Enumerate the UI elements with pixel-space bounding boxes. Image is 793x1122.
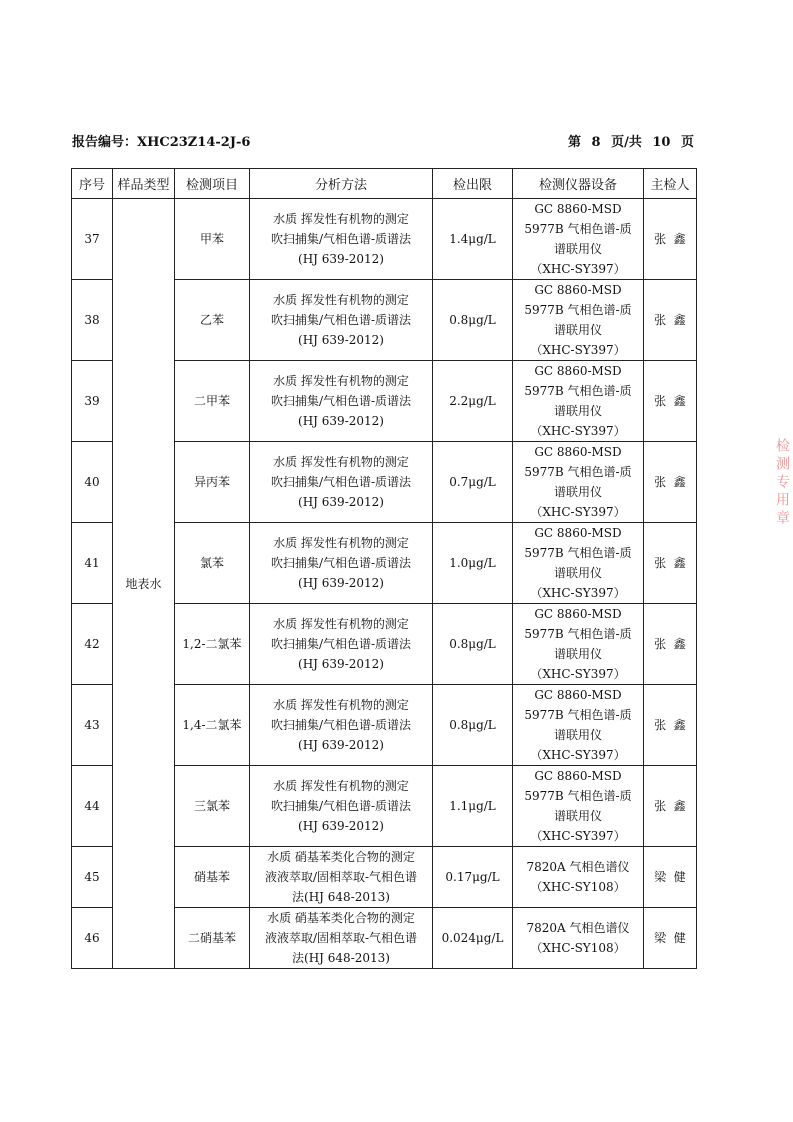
row-item: 甲苯 bbox=[175, 199, 250, 280]
row-item: 二甲苯 bbox=[175, 361, 250, 442]
row-inspector: 张 鑫 bbox=[644, 199, 697, 280]
col-header-limit: 检出限 bbox=[433, 169, 513, 199]
row-limit: 2.2μg/L bbox=[433, 361, 513, 442]
row-method bbox=[250, 604, 433, 685]
method-line: 吹扫捕集/气相色谱-质谱法 bbox=[270, 394, 412, 408]
row-item: 三氯苯 bbox=[175, 766, 250, 847]
method-line: (HJ 639-2012) bbox=[298, 252, 384, 266]
instrument-line: 谱联用仪 bbox=[553, 809, 602, 823]
instrument-line: 谱联用仪 bbox=[553, 485, 602, 499]
row-instrument bbox=[513, 908, 644, 969]
instrument-line: 7820A 气相色谱仪 bbox=[526, 921, 630, 935]
row-inspector: 张 鑫 bbox=[644, 766, 697, 847]
row-instrument bbox=[513, 523, 644, 604]
instrument-line: 5977B 气相色谱-质 bbox=[524, 384, 632, 398]
instrument-line: 5977B 气相色谱-质 bbox=[524, 627, 632, 641]
page-header bbox=[72, 131, 694, 153]
sample-type: 地表水 bbox=[113, 199, 175, 969]
col-header-instrument: 检测仪器设备 bbox=[513, 169, 644, 199]
instrument-line: 5977B 气相色谱-质 bbox=[524, 465, 632, 479]
instrument-line: GC 8860-MSD bbox=[534, 526, 622, 540]
row-limit: 1.0μg/L bbox=[433, 523, 513, 604]
method-line: 水质 挥发性有机物的测定 bbox=[273, 779, 409, 793]
row-item: 1,4-二氯苯 bbox=[175, 685, 250, 766]
row-inspector: 张 鑫 bbox=[644, 280, 697, 361]
row-no: 41 bbox=[72, 523, 113, 604]
method-line: (HJ 639-2012) bbox=[298, 657, 384, 671]
row-instrument bbox=[513, 280, 644, 361]
results-table bbox=[71, 168, 697, 969]
method-line: 水质 挥发性有机物的测定 bbox=[273, 212, 409, 226]
method-line: 水质 硝基苯类化合物的测定 bbox=[267, 850, 415, 864]
method-line: 水质 挥发性有机物的测定 bbox=[273, 536, 409, 550]
instrument-line: 谱联用仪 bbox=[553, 566, 602, 580]
method-line: 法(HJ 648-2013) bbox=[292, 951, 390, 965]
method-line: 吹扫捕集/气相色谱-质谱法 bbox=[270, 556, 412, 570]
row-method bbox=[250, 847, 433, 908]
row-method bbox=[250, 523, 433, 604]
row-instrument bbox=[513, 442, 644, 523]
table-header-row bbox=[72, 169, 697, 199]
row-instrument bbox=[513, 847, 644, 908]
method-line: 水质 挥发性有机物的测定 bbox=[273, 698, 409, 712]
instrument-line: 5977B 气相色谱-质 bbox=[524, 303, 632, 317]
row-item: 硝基苯 bbox=[175, 847, 250, 908]
row-no: 46 bbox=[72, 908, 113, 969]
instrument-line: GC 8860-MSD bbox=[534, 445, 622, 459]
row-inspector: 张 鑫 bbox=[644, 442, 697, 523]
method-line: (HJ 639-2012) bbox=[298, 414, 384, 428]
row-inspector: 张 鑫 bbox=[644, 523, 697, 604]
row-no: 43 bbox=[72, 685, 113, 766]
instrument-line: 5977B 气相色谱-质 bbox=[524, 546, 632, 560]
instrument-line: 谱联用仪 bbox=[553, 728, 602, 742]
row-method bbox=[250, 442, 433, 523]
method-line: (HJ 639-2012) bbox=[298, 819, 384, 833]
table-row bbox=[72, 199, 697, 280]
row-limit: 0.8μg/L bbox=[433, 280, 513, 361]
row-limit: 1.4μg/L bbox=[433, 199, 513, 280]
instrument-line: GC 8860-MSD bbox=[534, 607, 622, 621]
row-instrument bbox=[513, 199, 644, 280]
method-line: 液液萃取/固相萃取-气相色谱 bbox=[264, 870, 418, 884]
row-method bbox=[250, 199, 433, 280]
instrument-line: （XHC-SY397） bbox=[530, 748, 626, 762]
method-line: (HJ 639-2012) bbox=[298, 576, 384, 590]
method-line: 水质 挥发性有机物的测定 bbox=[273, 617, 409, 631]
instrument-line: （XHC-SY108） bbox=[530, 880, 626, 894]
row-item: 异丙苯 bbox=[175, 442, 250, 523]
page-indicator: 第 8 页/共 10 页 bbox=[568, 135, 694, 150]
method-line: 法(HJ 648-2013) bbox=[292, 890, 390, 904]
instrument-line: （XHC-SY397） bbox=[530, 829, 626, 843]
instrument-line: GC 8860-MSD bbox=[534, 364, 622, 378]
row-inspector: 张 鑫 bbox=[644, 361, 697, 442]
row-no: 44 bbox=[72, 766, 113, 847]
method-line: 吹扫捕集/气相色谱-质谱法 bbox=[270, 232, 412, 246]
method-line: 吹扫捕集/气相色谱-质谱法 bbox=[270, 475, 412, 489]
row-instrument bbox=[513, 766, 644, 847]
method-line: 吹扫捕集/气相色谱-质谱法 bbox=[270, 718, 412, 732]
row-no: 38 bbox=[72, 280, 113, 361]
col-header-inspector: 主检人 bbox=[644, 169, 697, 199]
instrument-line: 7820A 气相色谱仪 bbox=[526, 860, 630, 874]
col-header-no: 序号 bbox=[72, 169, 113, 199]
row-limit: 0.8μg/L bbox=[433, 604, 513, 685]
col-header-method: 分析方法 bbox=[250, 169, 433, 199]
method-line: 水质 硝基苯类化合物的测定 bbox=[267, 911, 415, 925]
row-limit: 0.024μg/L bbox=[433, 908, 513, 969]
method-line: (HJ 639-2012) bbox=[298, 333, 384, 347]
row-no: 37 bbox=[72, 199, 113, 280]
row-no: 42 bbox=[72, 604, 113, 685]
method-line: 水质 挥发性有机物的测定 bbox=[273, 293, 409, 307]
row-instrument bbox=[513, 685, 644, 766]
instrument-line: （XHC-SY397） bbox=[530, 667, 626, 681]
row-method bbox=[250, 361, 433, 442]
method-line: 水质 挥发性有机物的测定 bbox=[273, 455, 409, 469]
row-limit: 1.1μg/L bbox=[433, 766, 513, 847]
row-method bbox=[250, 766, 433, 847]
method-line: (HJ 639-2012) bbox=[298, 495, 384, 509]
row-inspector: 梁 健 bbox=[644, 908, 697, 969]
row-item: 氯苯 bbox=[175, 523, 250, 604]
instrument-line: 谱联用仪 bbox=[553, 242, 602, 256]
instrument-line: （XHC-SY397） bbox=[530, 343, 626, 357]
instrument-line: 5977B 气相色谱-质 bbox=[524, 708, 632, 722]
row-method bbox=[250, 280, 433, 361]
method-line: 吹扫捕集/气相色谱-质谱法 bbox=[270, 637, 412, 651]
seal-stamp: 检测专用章 bbox=[774, 438, 790, 528]
row-no: 45 bbox=[72, 847, 113, 908]
row-item: 乙苯 bbox=[175, 280, 250, 361]
col-header-sample-type: 样品类型 bbox=[113, 169, 175, 199]
row-method bbox=[250, 685, 433, 766]
instrument-line: （XHC-SY108） bbox=[530, 941, 626, 955]
instrument-line: （XHC-SY397） bbox=[530, 424, 626, 438]
method-line: 水质 挥发性有机物的测定 bbox=[273, 374, 409, 388]
instrument-line: （XHC-SY397） bbox=[530, 505, 626, 519]
row-instrument bbox=[513, 604, 644, 685]
report-number: 报告编号：XHC23Z14-2J-6 bbox=[72, 135, 251, 150]
row-method bbox=[250, 908, 433, 969]
method-line: 吹扫捕集/气相色谱-质谱法 bbox=[270, 799, 412, 813]
instrument-line: GC 8860-MSD bbox=[534, 769, 622, 783]
row-item: 1,2-二氯苯 bbox=[175, 604, 250, 685]
row-inspector: 张 鑫 bbox=[644, 604, 697, 685]
row-inspector: 梁 健 bbox=[644, 847, 697, 908]
row-limit: 0.7μg/L bbox=[433, 442, 513, 523]
method-line: 吹扫捕集/气相色谱-质谱法 bbox=[270, 313, 412, 327]
instrument-line: 谱联用仪 bbox=[553, 404, 602, 418]
row-no: 39 bbox=[72, 361, 113, 442]
row-instrument bbox=[513, 361, 644, 442]
instrument-line: （XHC-SY397） bbox=[530, 586, 626, 600]
instrument-line: GC 8860-MSD bbox=[534, 202, 622, 216]
method-line: (HJ 639-2012) bbox=[298, 738, 384, 752]
row-item: 二硝基苯 bbox=[175, 908, 250, 969]
instrument-line: 谱联用仪 bbox=[553, 323, 602, 337]
instrument-line: GC 8860-MSD bbox=[534, 688, 622, 702]
instrument-line: 5977B 气相色谱-质 bbox=[524, 222, 632, 236]
col-header-item: 检测项目 bbox=[175, 169, 250, 199]
instrument-line: GC 8860-MSD bbox=[534, 283, 622, 297]
row-limit: 0.17μg/L bbox=[433, 847, 513, 908]
row-limit: 0.8μg/L bbox=[433, 685, 513, 766]
method-line: 液液萃取/固相萃取-气相色谱 bbox=[264, 931, 418, 945]
instrument-line: 5977B 气相色谱-质 bbox=[524, 789, 632, 803]
row-no: 40 bbox=[72, 442, 113, 523]
instrument-line: （XHC-SY397） bbox=[530, 262, 626, 276]
row-inspector: 张 鑫 bbox=[644, 685, 697, 766]
instrument-line: 谱联用仪 bbox=[553, 647, 602, 661]
